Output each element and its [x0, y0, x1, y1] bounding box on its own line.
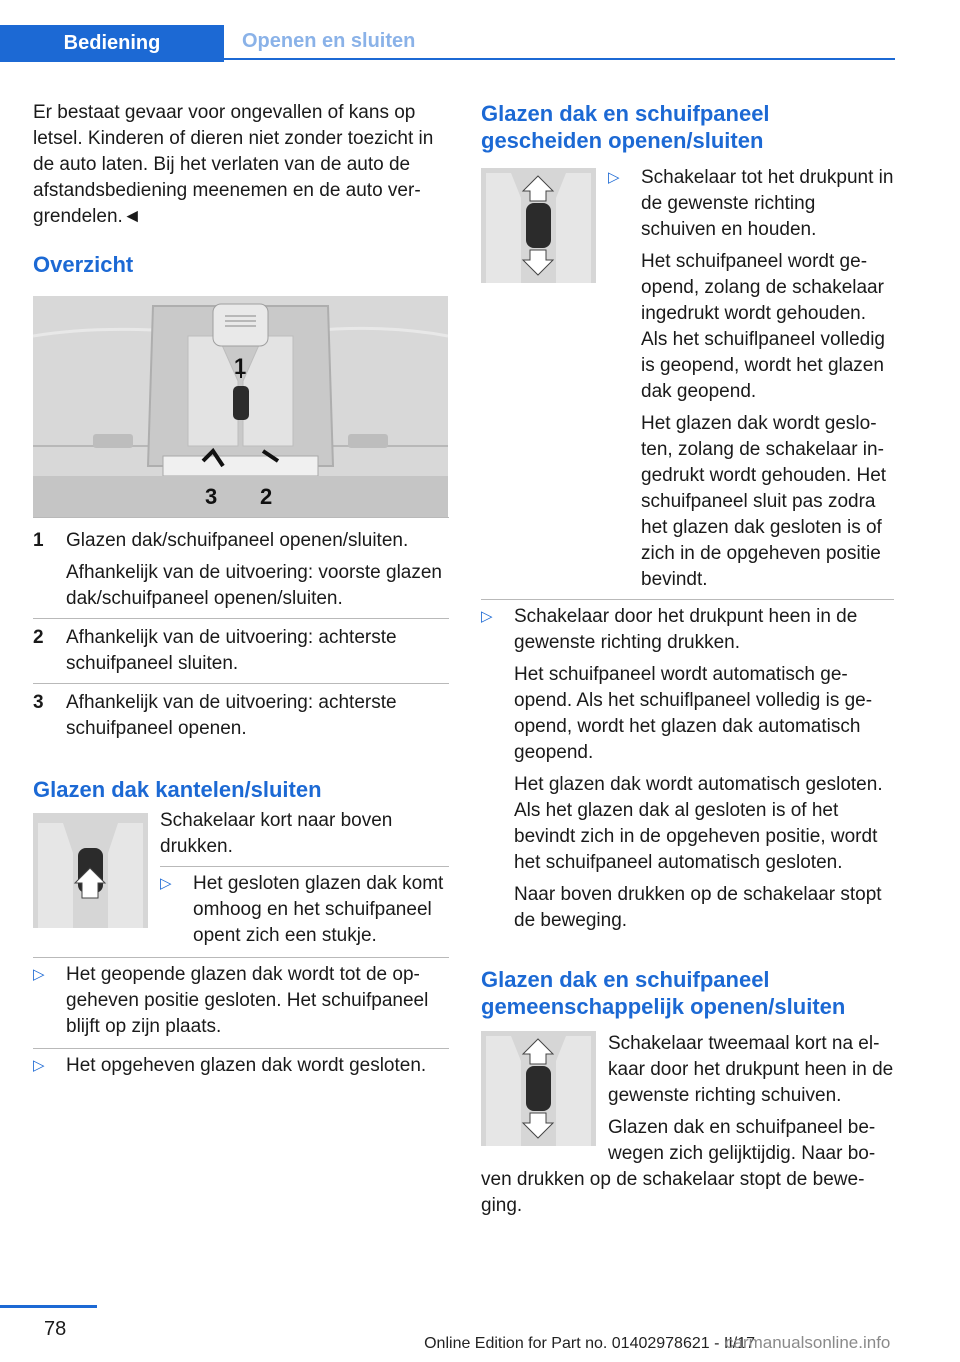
separate-item [608, 165, 894, 593]
tab-openen-en-sluiten[interactable]: Openen en sluiten [224, 25, 895, 60]
figure-label-2: 2 [260, 484, 273, 509]
tilt-item [160, 871, 449, 949]
left-column [33, 100, 449, 1079]
warning-text: Er bestaat gevaar voor ongevallen of kans op letsel. Kinderen of dieren niet zonder toezicht in de auto laten. Bij het verlaten van de auto de afstandsbediening meenemen en de auto vergrendelen.◄ [33, 102, 434, 227]
figure-label-1: 1 [234, 354, 247, 379]
legend-text: Glazen dak/schuifpaneel openen/sluiten. [66, 530, 409, 551]
switch-tilt-figure [33, 813, 148, 928]
heading-gescheiden: Glazen dak en schuifpaneel gescheiden openen/sluiten [481, 101, 770, 153]
separate-item-para: Het glazen dak wordt automatisch gesloten. Als het glazen dak al gesloten is of het bevindt zich in de opgeheven positie, wordt het schuifpaneel automatisch gesloten. [514, 774, 883, 873]
tilt-block [33, 808, 449, 949]
right-column [481, 100, 894, 1219]
legend-note: Afhankelijk van de uitvoering: voorste glazen dak/schuifpaneel openen/sluiten. [66, 562, 443, 609]
separate-item-text: Schakelaar door het drukpunt heen in de gewenste richting drukken. [514, 606, 858, 653]
page-number: 78 [44, 1318, 67, 1340]
triangle-right-icon: ▷ [481, 608, 493, 625]
separate-block [481, 168, 894, 593]
legend-divider [33, 683, 449, 684]
tilt-intro: Schakelaar kort naar boven drukken. [160, 810, 393, 857]
header-tabbar [0, 25, 895, 62]
legend-text: Afhankelijk van de uitvoering: achterste schuifpaneel openen. [66, 692, 397, 739]
edition-text: Online Edition for Part no. 01402978621 - II/17 [424, 1335, 755, 1352]
tilt-item-text: Het opgeheven glazen dak wordt gesloten. [66, 1055, 427, 1076]
separate-item-para: Het schuifpaneel wordt automatisch geopend. Als het schuiflpaneel volledig is geopend, wordt het glazen dak automatisch geopend. [514, 664, 873, 763]
triangle-right-icon: ▷ [33, 966, 45, 983]
tilt-item-text: Het gesloten glazen dak komt omhoog en het schuifpaneel opent zich een stukje. [193, 873, 444, 946]
triangle-right-icon: ▷ [160, 875, 172, 892]
footer-accent-line [0, 1305, 97, 1308]
separate-item [481, 604, 894, 934]
legend-item [33, 690, 449, 742]
legend-number: 3 [33, 692, 44, 713]
overview-legend [33, 528, 449, 742]
legend-divider [33, 618, 449, 619]
tilt-divider [33, 1048, 449, 1049]
joint-para: Glazen dak en schuifpaneel bewegen zich gelijktijdig. Naar boven drukken op de schakelaar stopt de beweging. [481, 1117, 876, 1216]
separate-item-para: Het glazen dak wordt gesloten, zolang de schakelaar ingedrukt wordt gehouden. Het schuifpaneel sluit pas zodra het glazen dak gesloten is of zich in de opgeheven positie bevindt. [641, 413, 887, 590]
triangle-right-icon: ▷ [608, 169, 620, 186]
tab-bediening[interactable]: Bediening [0, 25, 224, 62]
joint-para: Schakelaar tweemaal kort na elkaar door het drukpunt heen in de gewenste richting schuiven. [608, 1033, 894, 1106]
switch-separate-figure [481, 168, 596, 283]
separate-item-text: Schakelaar tot het drukpunt in de gewenste richting schuiven en houden. [641, 167, 894, 240]
legend-item [33, 528, 449, 612]
separate-divider [481, 599, 894, 600]
overview-figure [33, 296, 448, 517]
tilt-divider [33, 957, 449, 958]
legend-item [33, 625, 449, 677]
legend-number: 1 [33, 530, 44, 551]
triangle-right-icon: ▷ [33, 1057, 45, 1074]
separate-item-para: Naar boven drukken op de schakelaar stopt de beweging. [514, 884, 882, 931]
switch-joint-figure [481, 1031, 596, 1146]
tilt-divider [160, 866, 449, 867]
tilt-item [33, 1053, 449, 1079]
heading-kantelen: Glazen dak kantelen/sluiten [33, 777, 322, 802]
tilt-item [33, 962, 449, 1040]
legend-text: Afhankelijk van de uitvoering: achterste schuifpaneel sluiten. [66, 627, 397, 674]
separate-item-para: Het schuifpaneel wordt geopend, zolang de schakelaar ingedrukt wordt gehouden. Als het schuiflpaneel volledig is geopend, wordt het glazen dak geopend. [641, 251, 885, 402]
legend-number: 2 [33, 627, 44, 648]
watermark: carmanualsonline.info [725, 1333, 891, 1352]
heading-overzicht: Overzicht [33, 252, 134, 277]
tilt-item-text: Het geopende glazen dak wordt tot de opgeheven positie gesloten. Het schuifpaneel blijft op zijn plaats. [66, 964, 429, 1037]
heading-gemeenschappelijk: Glazen dak en schuifpaneel gemeenschappelijk openen/sluiten [481, 967, 846, 1019]
joint-block [481, 1031, 894, 1219]
figure-label-3: 3 [205, 484, 218, 509]
